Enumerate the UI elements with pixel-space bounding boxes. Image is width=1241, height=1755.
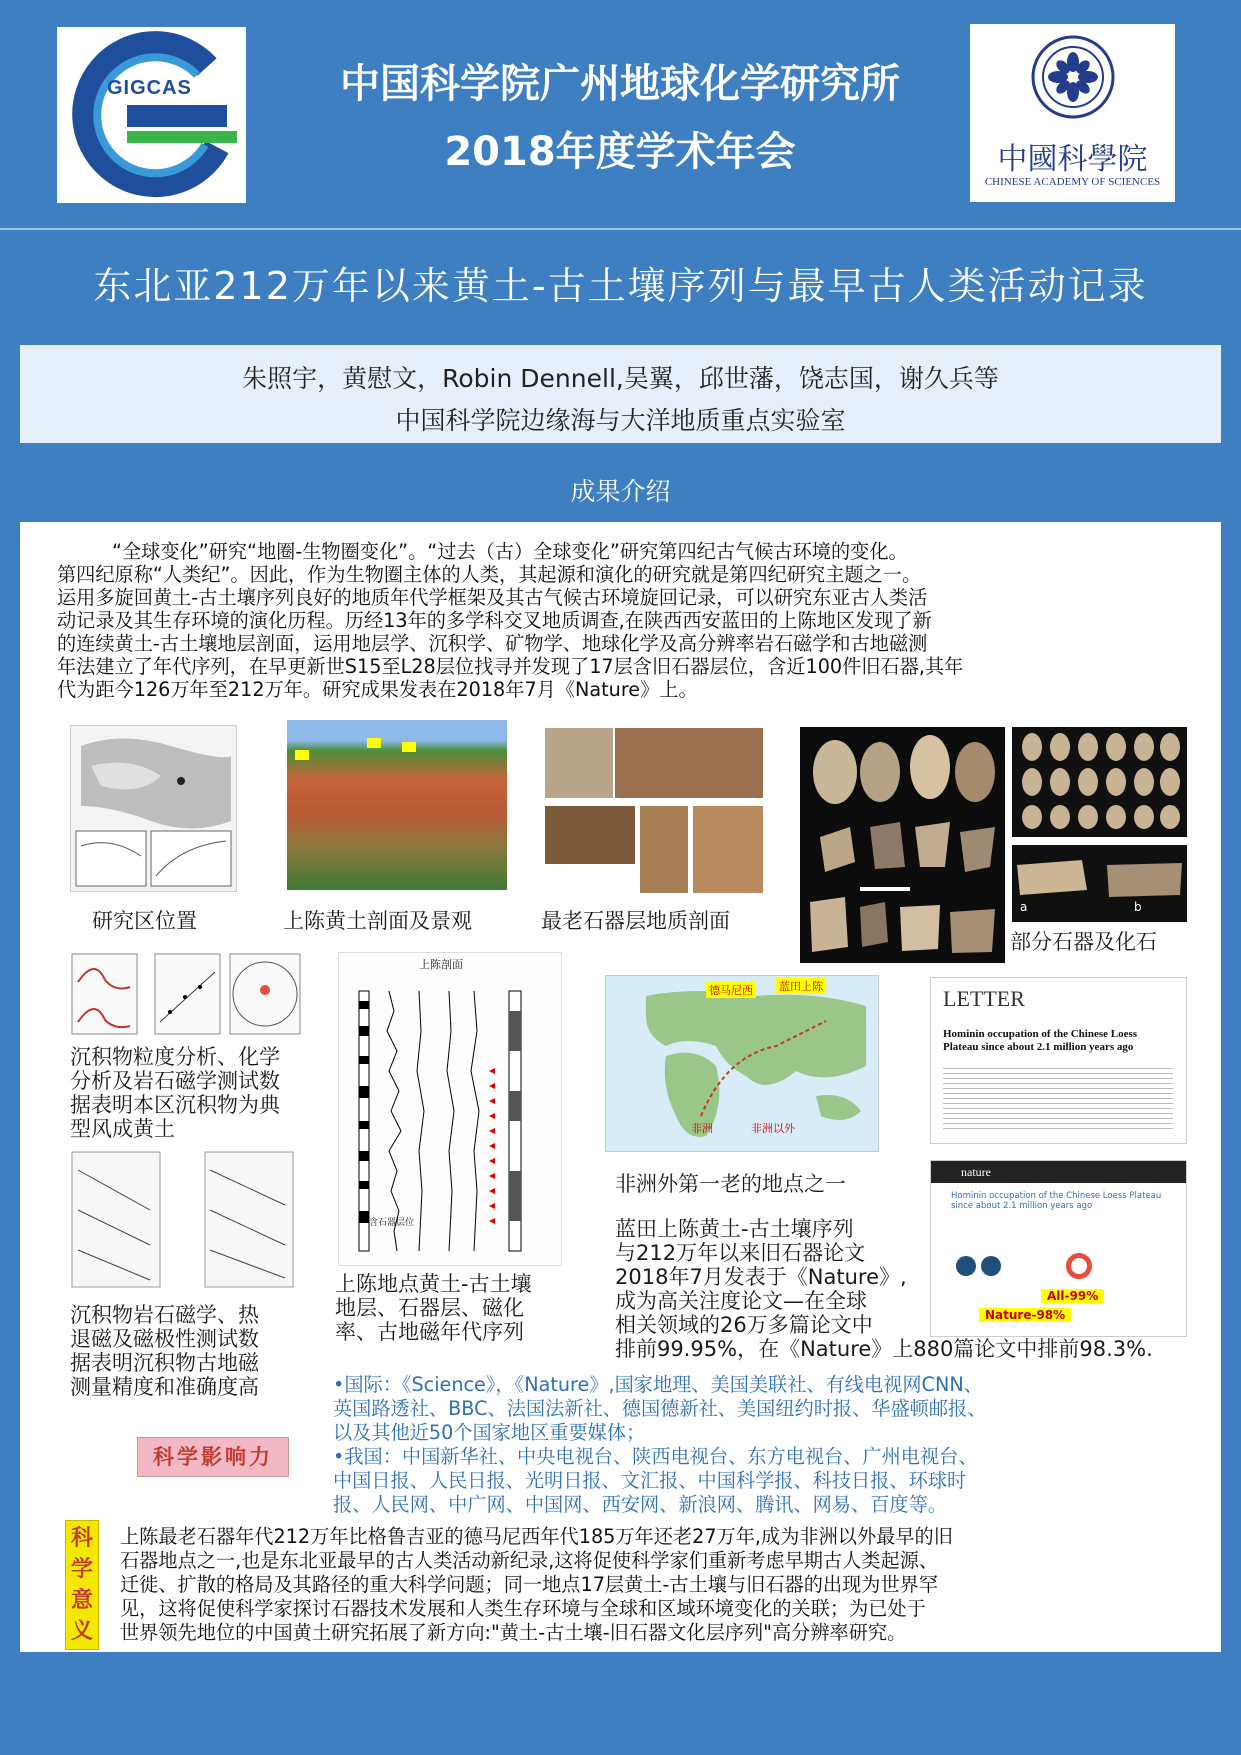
layer-photo [693,806,763,893]
caption-oldest-layer: 最老石器层地质剖面 [541,909,730,933]
gigcas-logo-text: GIGCAS [107,77,192,99]
impact-intl-line: 英国路透社、BBC、法国法新社、德国德新社、美国纽约时报、华盛顿邮报、 [333,1397,987,1420]
impact-badge: 科学影响力 [137,1437,289,1477]
layer-photo [640,806,688,893]
intro-line: 第四纪原称“人类纪”。因此，作为生物圈主体的人类，其起源和演化的研究就是第四纪研究主题之一。 [57,563,922,586]
significance-line: 见，这将促使科学家探讨石器技术发展和人类生存环境与全球和区域环境变化的关联；为已处于 [120,1597,926,1620]
impact-intl-line: 以及其他近50个国家地区重要媒体； [333,1421,646,1444]
photo-label [295,750,309,760]
impact-domestic-line: •我国：中国新华社、中央电视台、陕西电视台、东方电视台、广州电视台、 [333,1445,978,1468]
intro-line: 的连续黄土-古土壤地层剖面，运用地层学、沉积学、矿物学、地球化学及高分辨率岩石磁学和古地磁测 [57,632,928,655]
significance-badge [65,1520,99,1650]
caption-grain-analysis [70,1045,280,1141]
caption-line: 蓝田上陈黄土-古土壤序列 [615,1217,854,1241]
caption-line: 率、古地磁年代序列 [335,1320,524,1344]
cas-logo-chinese: 中國科學院 [997,142,1148,177]
caption-line: 成为高关注度论文—在全球 [615,1289,867,1313]
letter-body [943,1068,1173,1133]
strata-title: 上陈剖面 [419,958,463,971]
photo-label [402,742,416,752]
impact-domestic-line: 报、人民网、中广网、中国网、西安网、新浪网、腾讯、网易、百度等。 [333,1493,947,1516]
significance-char: 学 [70,1556,93,1582]
significance-line: 上陈最老石器年代212万年比格鲁吉亚的德马尼西年代185万年还老27万年,成为非洲以外最早的旧 [120,1525,953,1548]
fossil-label-b: b [1134,900,1142,914]
strata-legend: 含石器层位 [369,1218,415,1228]
nature-letter-thumb [930,977,1187,1144]
intro-line: 代为距今126万年至212万年。研究成果发表在2018年7月《Nature》上。 [57,678,698,701]
header [0,0,1241,228]
intro-line: 动记录及其生存环境的演化历程。历经13年的多学科交叉地质调查,在陕西西安蓝田的上陈地区发现了新 [57,609,932,632]
letter-head: LETTER [943,986,1025,1011]
altmetric-all: All-99% [1041,1289,1104,1303]
caption-line: 型风成黄土 [70,1117,175,1141]
significance-line: 迁徙、扩散的格局及其路径的重大科学问题；同一地点17层黄土-古土壤与旧石器的出现为世界罕 [120,1573,939,1596]
significance-char: 科 [70,1525,93,1551]
caption-shangchen-strata [335,1272,532,1344]
oldest-layer-photos [545,728,763,893]
significance-line: 石器地点之一,也是东北亚最早的古人类活动新纪录,这将促使科学家们重新考虑早期古人类起源、 [120,1549,939,1572]
stone-tools-photo [800,727,1005,963]
caption-map: 非洲外第一老的地点之一 [615,1172,846,1196]
cas-logo [970,24,1175,202]
rock-magnetic-charts [70,1150,295,1290]
gigcas-logo-icon [57,27,246,203]
caption-nature-paper [615,1217,1153,1361]
caption-loess-profile: 上陈黄土剖面及景观 [283,909,472,933]
map-site-shangchen: 蓝田上陈 [776,978,826,994]
map-site-dmanisi: 德马尼西 [706,982,756,998]
intro-line: “全球变化”研究“地圈-生物圈变化”。“过去（古）全球变化”研究第四纪古气候古环境的变化。 [112,540,908,563]
nature-logo: nature [961,1165,991,1179]
letter-title: Hominin occupation of the Chinese Loess Plateau since about 2.1 million years ago [943,1028,1138,1053]
impact-list [333,1373,1213,1517]
hominin-sites-map [605,975,879,1152]
strata-column-figure [338,952,562,1266]
grain-analysis-charts [70,952,302,1037]
impact-domestic-line: 中国日报、人民日报、光明日报、文汇报、中国科学报、科技日报、环球时 [333,1469,967,1492]
caption-study-area: 研究区位置 [92,909,197,933]
cas-seal-icon [1030,34,1116,120]
layer-photo [615,728,763,798]
caption-line: 据表明本区沉积物为典 [70,1093,280,1117]
caption-line: 沉积物岩石磁学、热 [70,1303,259,1327]
caption-stone-tools: 部分石器及化石 [1010,930,1157,954]
layer-photo [545,806,635,864]
significance-char: 义 [70,1618,93,1644]
caption-line: 相关领域的26万多篇论文中 [615,1313,873,1337]
caption-line: 上陈地点黄土-古土壤 [335,1272,532,1296]
lab-name: 中国科学院边缘海与大洋地质重点实验室 [395,406,846,435]
cas-logo-english: CHINESE ACADEMY OF SCIENCES [984,176,1161,188]
caption-line: 与212万年以来旧石器论文 [615,1241,866,1265]
map-label-africa: 非洲 [691,1122,713,1135]
significance-text [120,1525,1220,1645]
altmetric-nature: Nature-98% [979,1308,1071,1322]
significance-line: 世界领先地位的中国黄土研究拓展了新方向:"黄土-古土壤-旧石器文化层序列"高分辨率研究。 [120,1621,907,1644]
caption-line: 2018年7月发表于《Nature》, [615,1265,907,1289]
significance-char: 意 [70,1587,93,1613]
caption-line: 退磁及磁极性测试数 [70,1327,259,1351]
header-divider [0,228,1241,230]
institute-name: 中国科学院广州地球化学研究所 [340,61,900,107]
caption-line: 地层、石器层、磁化 [335,1296,524,1320]
study-area-map [70,725,237,892]
poster-title: 东北亚212万年以来黄土-古土壤序列与最早古人类活动记录 [93,264,1148,308]
gigcas-logo [57,27,246,203]
intro-line: 年法建立了年代序列，在早更新世S15至L28层位找寻并发现了17层含旧石器层位，含近100件旧石器,其年 [57,655,964,678]
loess-profile-photo [287,720,507,890]
caption-line: 沉积物粒度分析、化学 [70,1045,280,1069]
event-name: 2018年度学术年会 [444,129,796,175]
intro-text [57,540,1207,701]
fossil-photo-bottom [1012,845,1187,922]
section-title: 成果介绍 [570,477,671,506]
impact-intl-line: •国际：《Science》，《Nature》,国家地理、美国美联社、有线电视网CNN、 [333,1373,983,1396]
nature-metrics-title: Hominin occupation of the Chinese Loess Plateau since about 2.1 million years ago [951,1191,1162,1211]
intro-line: 运用多旋回黄土-古土壤序列良好的地质年代学框架及其古气候古环境旋回记录，可以研究东亚古人类活 [57,586,928,609]
caption-rock-magnetic [70,1303,259,1399]
caption-line: 排前99.95%，在《Nature》上880篇论文中排前98.3%. [615,1337,1153,1361]
caption-line: 据表明沉积物古地磁 [70,1351,259,1375]
fossil-photos [1012,727,1187,922]
authors: 朱照宇，黄慰文，Robin Dennell,吴翼，邱世藩，饶志国，谢久兵等 [242,364,999,393]
photo-label [367,738,381,748]
fossil-label-a: a [1020,900,1028,914]
authors-panel [20,345,1221,443]
fossil-photo-top [1012,727,1187,837]
caption-line: 测量精度和准确度高 [70,1375,259,1399]
layer-photo [545,728,613,798]
map-label-outside-africa: 非洲以外 [751,1122,795,1135]
caption-line: 分析及岩石磁学测试数 [70,1069,280,1093]
